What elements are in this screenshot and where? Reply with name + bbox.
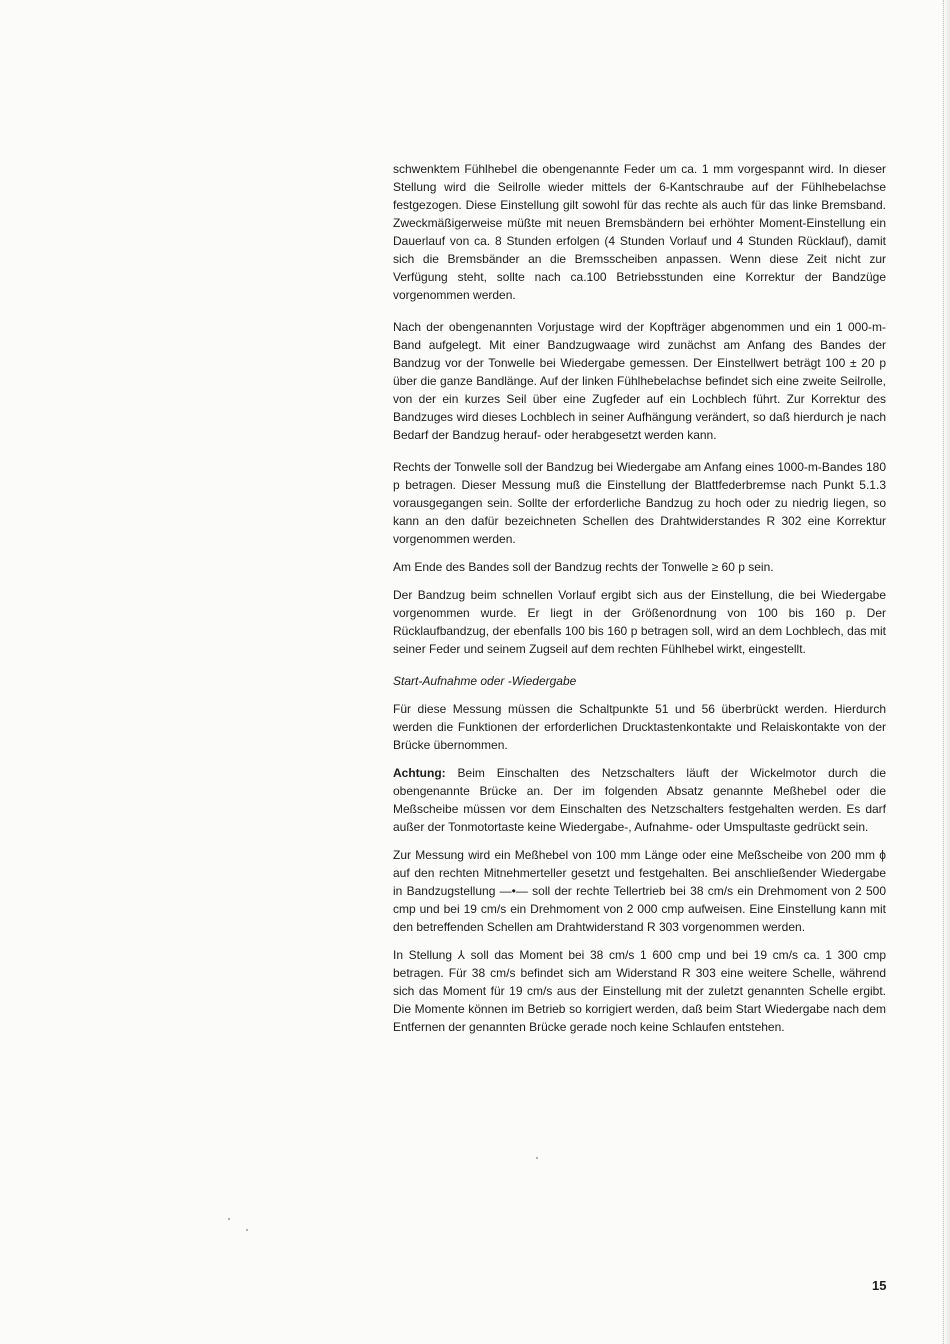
paragraph-5: Der Bandzug beim schnellen Vorlauf ergibt sich aus der Einstellung, die bei Wiedergabe vorgenommen wurde. Er liegt in der Größenordnung von 100 bis 160 p. Der Rücklaufbandzug, der ebenfalls 100 bis 160 p betragen soll, wird an dem Lochblech, das mit seiner Feder und seinem Zugseil auf dem rechten Fühlhebel wirkt, eingestellt. — [393, 588, 886, 656]
paragraph-4: Am Ende des Bandes soll der Bandzug rechts der Tonwelle ≥ 60 p sein. — [393, 560, 774, 574]
text-body — [393, 160, 886, 1050]
closing-paragraph-2: In Stellung ⅄ soll das Moment bei 38 cm/s 1 600 cmp und bei 19 cm/s ca. 1 300 cmp betragen. Für 38 cm/s befindet sich am Widerstand R 303 eine weitere Schelle, während sich das Moment für 19 cm/s aus der Einstellung mit der zuletzt genannten Schelle ergibt. Die Momente können im Betrieb so korrigiert werden, daß beim Start Wiedergabe nach dem Entfernen der genannten Brücke gerade noch keine Schlaufen entstehen. — [393, 948, 886, 1034]
page-number: 15 — [872, 1278, 887, 1293]
page-edge — [943, 0, 950, 1344]
warning-paragraph — [393, 764, 886, 836]
warning-label: Achtung: — [393, 766, 446, 780]
paragraph-1: schwenktem Fühlhebel die obengenannte Feder um ca. 1 mm vorgespannt wird. In dieser Stellung wird die Seilrolle wieder mittels der 6-Kantschraube auf der Fühlhebelachse festgezogen. Diese Einstellung gilt sowohl für das rechte als auch für das linke Bremsband. Zweckmäßigerweise müßte mit neuen Bremsbändern bei erhöhter Moment-Einstellung ein Dauerlauf von ca. 8 Stunden erfolgen (4 Stunden Vorlauf und 4 Stunden Rücklauf), damit sich die Bremsbänder an die Bremsscheiben anpassen. Wenn diese Zeit nicht zur Verfügung steht, sollte nach ca.100 Betriebsstunden eine Korrektur der Bandzüge vorgenommen werden. — [393, 162, 886, 302]
section-heading: Start-Aufnahme oder -Wiedergabe — [393, 674, 577, 688]
scan-speck — [228, 1218, 230, 1220]
section-paragraph-1: Für diese Messung müssen die Schaltpunkte 51 und 56 überbrückt werden. Hierdurch werden die Funktionen der erforderlichen Drucktastenkontakte und Relaiskontakte von der Brücke übernommen. — [393, 702, 886, 752]
paragraph-2: Nach der obengenannten Vorjustage wird der Kopfträger abgenommen und ein 1 000-m-Band aufgelegt. Mit einer Bandzugwaage wird zunächst am Anfang des Bandes der Bandzug vor der Tonwelle bei Wiedergabe gemessen. Der Einstellwert beträgt 100 ± 20 p über die ganze Bandlänge. Auf der linken Fühlhebelachse befindet sich eine zweite Seilrolle, von der ein kurzes Seil über eine Zugfeder auf ein Lochblech führt. Zur Korrektur des Bandzuges wird dieses Lochblech in seiner Aufhängung verändert, so daß hierdurch je nach Bedarf der Bandzug herauf- oder herabgesetzt werden kann. — [393, 320, 886, 442]
closing-paragraph-1: Zur Messung wird ein Meßhebel von 100 mm Länge oder eine Meßscheibe von 200 mm ϕ auf den rechten Mitnehmerteller gesetzt und festgehalten. Bei anschließender Wiedergabe in Bandzugstellung —•— soll der rechte Tellertrieb bei 38 cm/s ein Drehmoment von 2 500 cmp und bei 19 cm/s ein Drehmoment von 2 000 cmp aufweisen. Eine Einstellung kann mit den betreffenden Schellen am Drahtwiderstand R 303 vorgenommen werden. — [393, 848, 886, 934]
scan-speck — [246, 1229, 248, 1231]
warning-text: Beim Einschalten des Netzschalters läuft der Wickelmotor durch die obengenannte Brücke an. Der im folgenden Absatz genannte Meßhebel oder die Meßscheibe müssen vor dem Einschalten des Netzschalters festgehalten werden. Es darf außer der Tonmotortaste keine Wiedergabe-, Aufnahme- oder Umspultaste gedrückt sein. — [393, 766, 886, 834]
paragraph-3: Rechts der Tonwelle soll der Bandzug bei Wiedergabe am Anfang eines 1000-m-Bandes 180 p betragen. Dieser Messung muß die Einstellung der Blattfederbremse nach Punkt 5.1.3 vorausgegangen sein. Sollte der erforderliche Bandzug zu hoch oder zu niedrig liegen, so kann an den dafür bezeichneten Schellen des Drahtwiderstandes R 302 eine Korrektur vorgenommen werden. — [393, 460, 886, 546]
scan-speck — [536, 1157, 538, 1159]
